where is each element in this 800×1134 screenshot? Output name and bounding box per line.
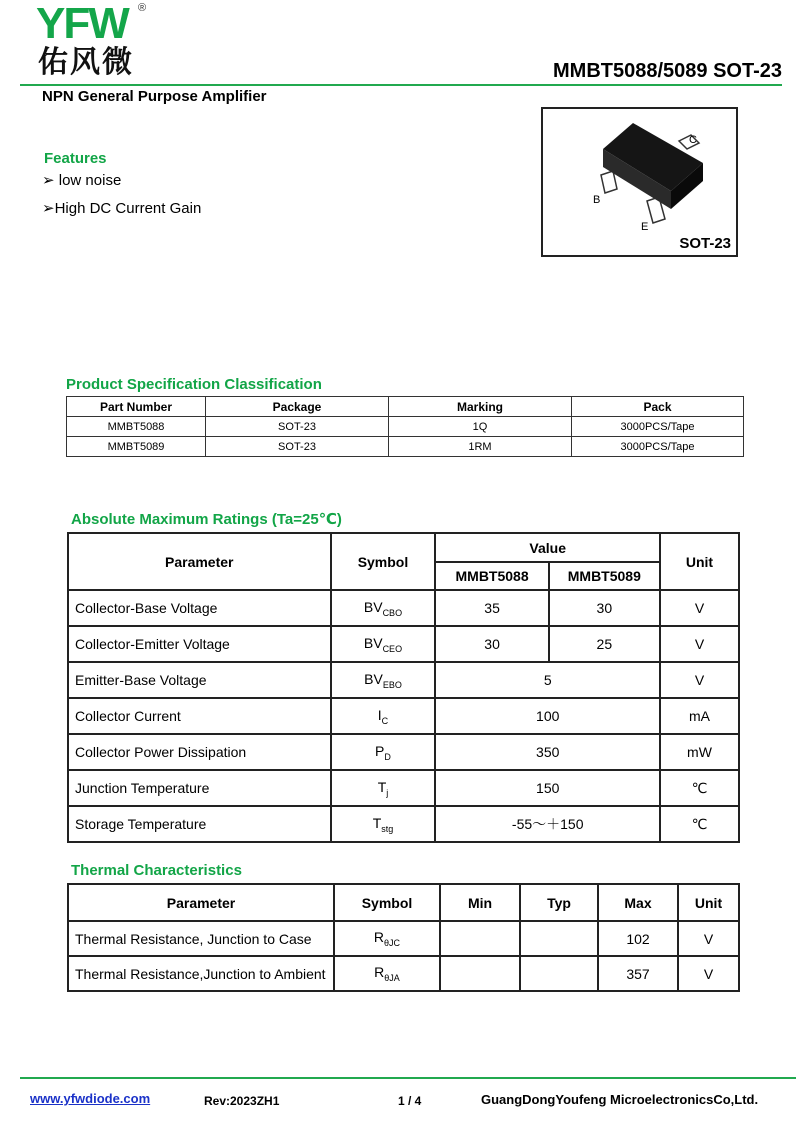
footer-rule	[20, 1077, 796, 1079]
product-spec-table	[66, 396, 744, 457]
table-cell: 3000PCS/Tape	[572, 417, 744, 437]
registered-mark: ®	[138, 2, 147, 14]
col-header: Symbol	[334, 884, 440, 921]
pin-c-label: C	[689, 134, 697, 146]
value-cell: 5	[435, 662, 660, 698]
param-cell: Collector-Emitter Voltage	[68, 626, 331, 662]
pin-e-label: E	[641, 221, 649, 233]
col-header: Typ	[520, 884, 598, 921]
table-row	[68, 806, 739, 842]
symbol-cell: $T_j$	[331, 770, 436, 806]
symbol-cell: $P_D$	[331, 734, 436, 770]
document-subtitle: NPN General Purpose Amplifier	[42, 88, 267, 105]
col-header: Marking	[389, 397, 572, 417]
abs-max-table	[67, 532, 740, 843]
value-cell: 350	[435, 734, 660, 770]
thermal-table	[67, 883, 740, 992]
param-cell: Collector Current	[68, 698, 331, 734]
value-cell: 30	[549, 590, 660, 626]
arrow-bullet-icon: ➢	[42, 200, 55, 217]
symbol-cell: $BV_{CBO}$	[331, 590, 436, 626]
symbol-cell: $R_{\theta JA}$	[334, 956, 440, 991]
unit-cell: V	[678, 956, 739, 991]
table-row	[68, 626, 739, 662]
document-title: MMBT5088/5089 SOT-23	[553, 60, 782, 82]
page-number: 1 / 4	[398, 1094, 422, 1108]
col-header-value: Value	[435, 533, 660, 562]
col-header: Max	[598, 884, 678, 921]
col-header-part1: MMBT5088	[435, 562, 548, 590]
table-row	[68, 662, 739, 698]
logo-chinese: 佑风微	[38, 45, 134, 80]
table-row	[68, 734, 739, 770]
table-cell: MMBT5088	[67, 417, 206, 437]
min-cell	[440, 956, 520, 991]
table-row	[68, 956, 739, 991]
value-cell: 35	[435, 590, 548, 626]
unit-cell: V	[660, 626, 739, 662]
table-row	[68, 921, 739, 956]
value-cell: -55～＋150	[435, 806, 660, 842]
arrow-bullet-icon: ➢	[42, 172, 55, 189]
symbol-cell: $BV_{CEO}$	[331, 626, 436, 662]
col-header-unit: Unit	[660, 533, 739, 590]
unit-cell: mA	[660, 698, 739, 734]
col-header: Package	[206, 397, 389, 417]
table-row	[67, 437, 744, 457]
unit-cell: V	[660, 590, 739, 626]
sot23-package-icon	[543, 109, 736, 255]
param-cell: Emitter-Base Voltage	[68, 662, 331, 698]
table-header-row	[67, 397, 744, 417]
col-header-symbol: Symbol	[331, 533, 436, 590]
min-cell	[440, 921, 520, 956]
unit-cell: mW	[660, 734, 739, 770]
col-header-parameter: Parameter	[68, 533, 331, 590]
table-cell: 1RM	[389, 437, 572, 457]
header-rule	[20, 84, 782, 86]
table-row	[68, 770, 739, 806]
param-cell: Thermal Resistance,Junction to Ambient	[68, 956, 334, 991]
feature-item	[42, 199, 201, 217]
table-cell: SOT-23	[206, 417, 389, 437]
symbol-cell: $I_C$	[331, 698, 436, 734]
typ-cell	[520, 956, 598, 991]
feature-item	[42, 171, 121, 189]
param-cell: Collector-Base Voltage	[68, 590, 331, 626]
package-label: SOT-23	[679, 235, 731, 252]
value-cell: 100	[435, 698, 660, 734]
col-header: Unit	[678, 884, 739, 921]
param-cell: Junction Temperature	[68, 770, 331, 806]
website-link[interactable]: www.yfwdiode.com	[30, 1091, 151, 1106]
table-cell: MMBT5089	[67, 437, 206, 457]
product-spec-heading: Product Specification Classification	[66, 376, 322, 393]
unit-cell: V	[660, 662, 739, 698]
table-row	[67, 417, 744, 437]
table-header-row	[68, 533, 739, 562]
col-header: Part Number	[67, 397, 206, 417]
pin-b-label: B	[593, 194, 601, 206]
typ-cell	[520, 921, 598, 956]
features-heading: Features	[44, 150, 107, 167]
param-cell: Storage Temperature	[68, 806, 331, 842]
max-cell: 357	[598, 956, 678, 991]
abs-max-heading: Absolute Maximum Ratings (Ta=25℃)	[71, 511, 342, 528]
company-name: GuangDongYoufeng MicroelectronicsCo,Ltd.	[481, 1092, 759, 1107]
table-cell: 3000PCS/Tape	[572, 437, 744, 457]
table-cell: SOT-23	[206, 437, 389, 457]
max-cell: 102	[598, 921, 678, 956]
unit-cell: V	[678, 921, 739, 956]
unit-cell: ℃	[660, 770, 739, 806]
feature-label: low noise	[58, 172, 122, 189]
col-header: Pack	[572, 397, 744, 417]
value-cell: 150	[435, 770, 660, 806]
table-header-row	[68, 884, 739, 921]
table-row	[68, 698, 739, 734]
col-header: Min	[440, 884, 520, 921]
logo-latin: YFW	[36, 0, 128, 48]
param-cell: Thermal Resistance, Junction to Case	[68, 921, 334, 956]
table-row	[68, 590, 739, 626]
thermal-heading: Thermal Characteristics	[71, 862, 242, 879]
package-image	[541, 107, 738, 257]
unit-cell: ℃	[660, 806, 739, 842]
param-cell: Collector Power Dissipation	[68, 734, 331, 770]
col-header-part2: MMBT5089	[549, 562, 660, 590]
symbol-cell: $BV_{EBO}$	[331, 662, 436, 698]
value-cell: 25	[549, 626, 660, 662]
symbol-cell: $T_{stg}$	[331, 806, 436, 842]
table-cell: 1Q	[389, 417, 572, 437]
symbol-cell: $R_{\theta JC}$	[334, 921, 440, 956]
feature-label: High DC Current Gain	[54, 200, 202, 217]
revision-label: Rev:2023ZH1	[204, 1094, 280, 1108]
col-header: Parameter	[68, 884, 334, 921]
value-cell: 30	[435, 626, 548, 662]
